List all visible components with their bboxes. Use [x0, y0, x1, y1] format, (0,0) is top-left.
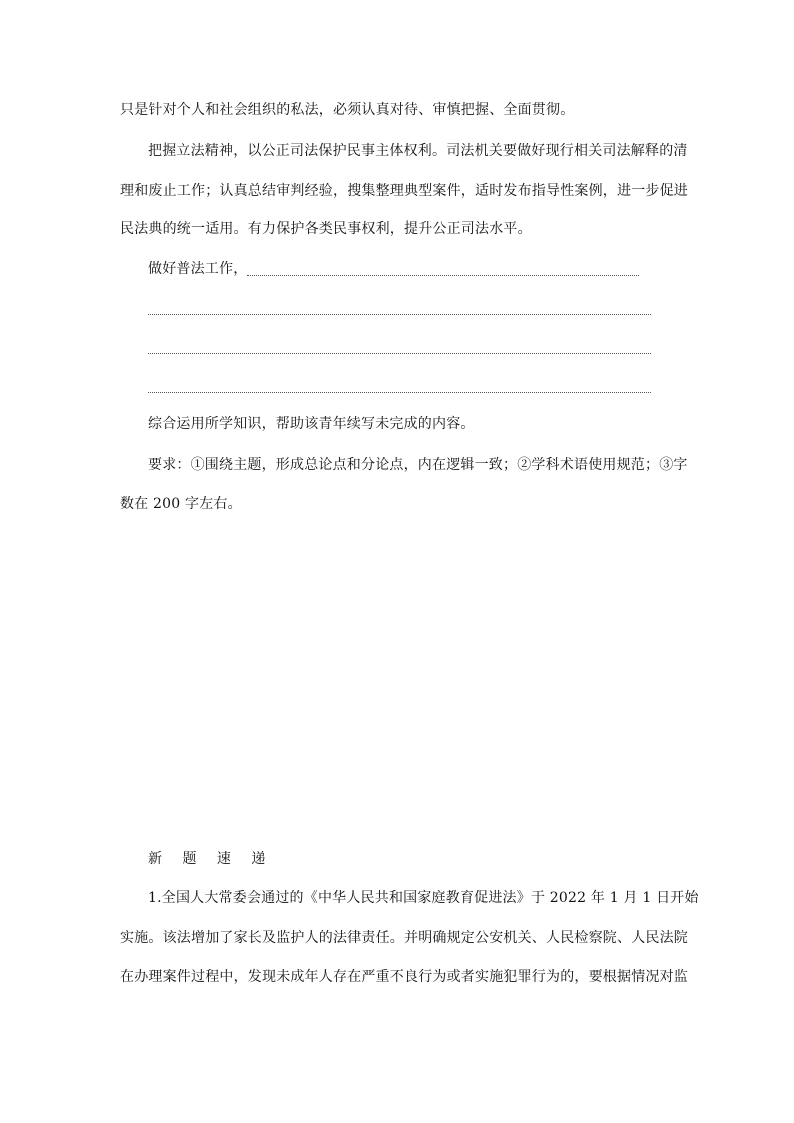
para2-line1: 把握立法精神，以公正司法保护民事主体权利。司法机关要做好现行相关司法解释的清	[148, 143, 688, 159]
question1-line3: 在办理案件过程中，发现未成年人存在严重不良行为或者实施犯罪行为的，要根据情况对监	[120, 969, 688, 985]
question1-line2: 实施。该法增加了家长及监护人的法律责任。并明确规定公安机关、人民检察院、人民法院	[120, 930, 688, 946]
para2-line3: 民法典的统一适用。有力保护各类民事权利，提升公正司法水平。	[120, 221, 532, 237]
para1-line1: 只是针对个人和社会组织的私法，必须认真对待、审慎把握、全面贯彻。	[120, 102, 575, 118]
section-heading: 新 题 速 递	[148, 851, 274, 867]
instruction-line2: 要求：①围绕主题，形成总论点和分论点，内在逻辑一致；②学科术语使用规范；③字	[148, 457, 688, 473]
answer-line-1[interactable]	[247, 275, 639, 276]
answer-line-3[interactable]	[148, 353, 651, 354]
instruction-line1: 综合运用所学知识，帮助该青年续写未完成的内容。	[148, 416, 475, 432]
write-prompt: 做好普法工作，	[148, 261, 248, 277]
answer-line-2[interactable]	[148, 314, 651, 315]
question1-line1: 1.全国人大常委会通过的《中华人民共和国家庭教育促进法》于 2022 年 1 月 1 日开始	[148, 890, 699, 906]
answer-line-4[interactable]	[148, 392, 651, 393]
instruction-line3: 数在 200 字左右。	[120, 496, 242, 512]
para2-line2: 理和废止工作；认真总结审判经验，搜集整理典型案件，适时发布指导性案例，进一步促进	[120, 183, 688, 199]
